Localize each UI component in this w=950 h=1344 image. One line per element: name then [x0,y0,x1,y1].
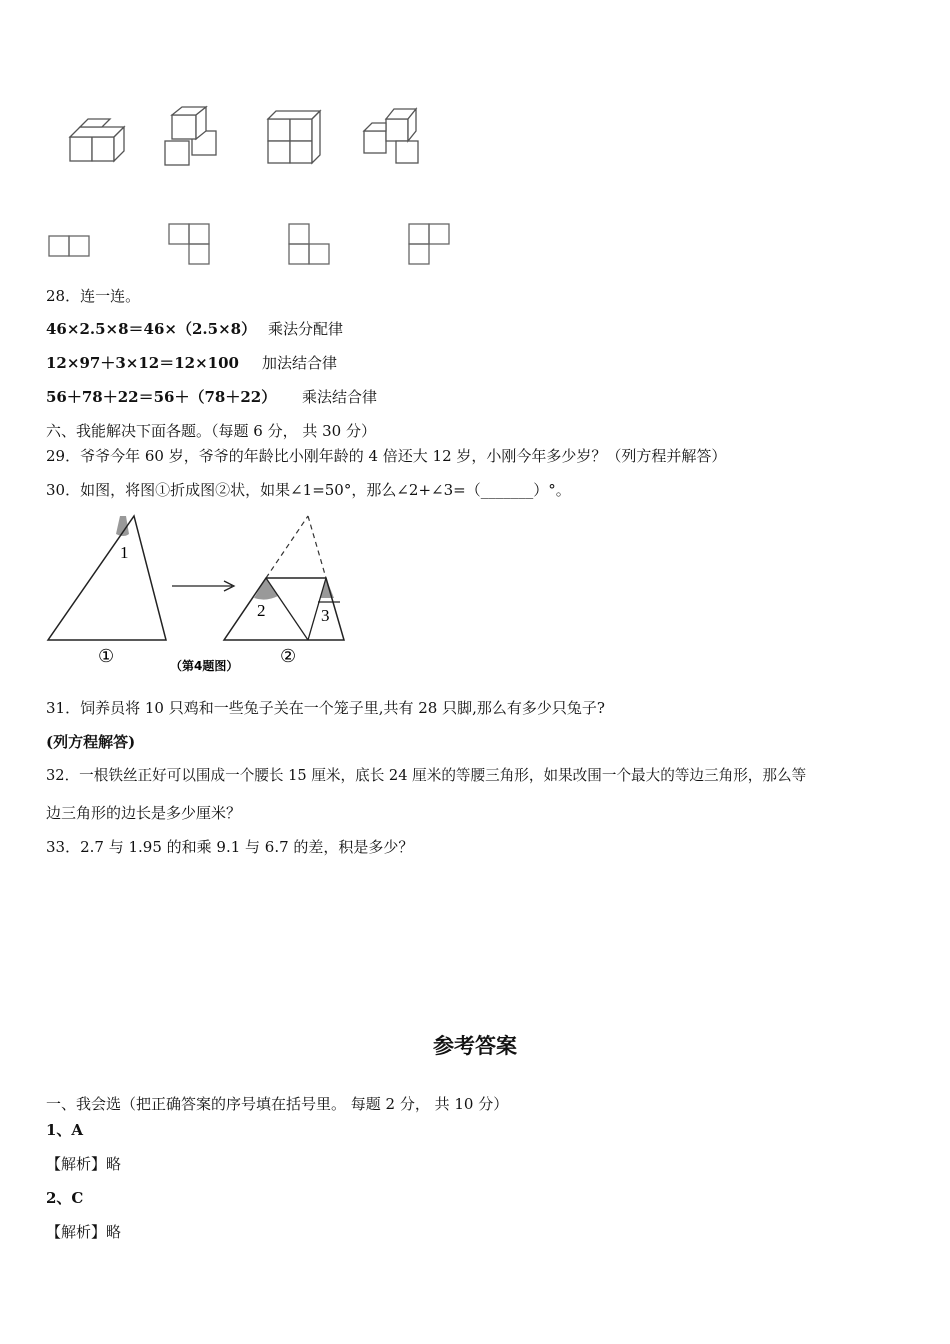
view-2 [169,224,209,264]
fold-arrow-icon [172,581,234,591]
angle-1-label: 1 [120,543,129,562]
figure-caption: （第4题图） [170,659,239,673]
q29-text: 29．爷爷今年 60 岁，爷爷的年龄比小刚年龄的 4 倍还大 12 岁，小刚今年多少岁？（列方程并解答） [46,447,727,465]
answers-title: 参考答案 [433,1033,517,1058]
q28-law-3: 乘法结合律 [302,388,378,406]
q28-expr-2: 12×97＋3×12＝12×100 [46,354,239,372]
cube-solid-3 [268,111,320,163]
q28-expr-3: 56＋78＋22＝56＋（78＋22） [46,388,277,406]
answer-1: 1、A [46,1121,84,1139]
answer-2: 2、C [46,1189,84,1207]
q28-title: 28．连一连。 [46,287,141,305]
cube-solid-1 [70,119,124,161]
cube-solids-figure [60,95,440,175]
section-6-heading: 六、我能解决下面各题。（每题 6 分， 共 30 分） [46,422,376,440]
q28-expr-1: 46×2.5×8＝46×（2.5×8） [46,320,257,338]
answers-section-1: 一、我会选（把正确答案的序号填在括号里。 每题 2 分， 共 10 分） [46,1095,509,1113]
q30-text: 30．如图，将图①折成图②状，如果∠1=50°，那么∠2+∠3=（_______）°。 [46,481,571,499]
triangle-figure-1 [48,516,166,640]
triangle-figure-2 [224,516,344,640]
q31-note: (列方程解答) [46,733,136,751]
answer-1-analysis: 【解析】略 [46,1155,122,1173]
view-3 [289,224,329,264]
figure-2-label: ② [280,646,297,667]
angle-2-label: 2 [257,601,266,620]
angle-3-label: 3 [321,606,330,625]
figure-1-label: ① [98,646,115,667]
cube-solid-4 [364,109,418,163]
cube-views-figure [45,220,465,270]
q28-law-2: 加法结合律 [262,354,338,372]
answer-2-analysis: 【解析】略 [46,1223,122,1241]
cube-solid-2 [165,107,216,165]
q28-law-1: 乘法分配律 [268,320,344,338]
q32-text-line2: 边三角形的边长是多少厘米？ [46,804,242,822]
q32-text-line1: 32．一根铁丝正好可以围成一个腰长 15 厘米，底长 24 厘米的等腰三角形，如果改围一个最大的等边三角形，那么等 [46,767,807,784]
q31-text: 31．饲养员将 10 只鸡和一些兔子关在一个笼子里,共有 28 只脚,那么有多少只兔子? [46,699,605,717]
fold-triangle-figure [44,512,354,677]
view-4 [409,224,449,264]
q33-text: 33．2.7 与 1.95 的和乘 9.1 与 6.7 的差，积是多少？ [46,838,414,856]
view-1 [49,236,89,256]
